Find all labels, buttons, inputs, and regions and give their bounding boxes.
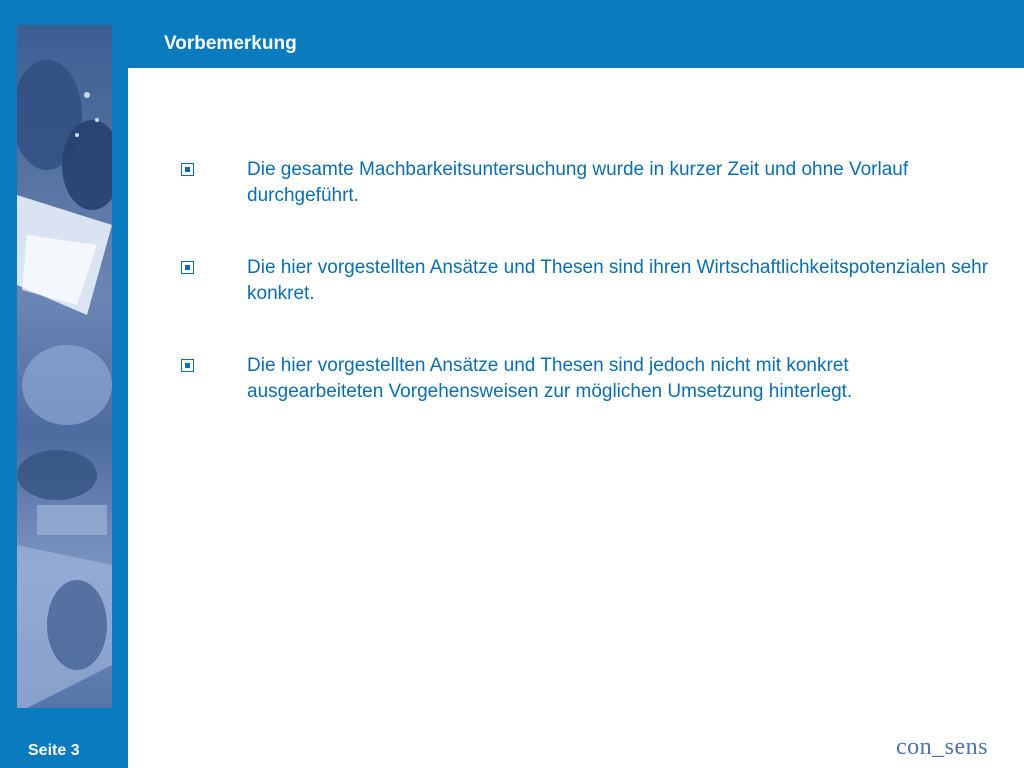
bullet-text: Die hier vorgestellten Ansätze und Thesen sind jedoch nicht mit konkret ausgearbeiteten Vorgehensweisen zur möglichen Umsetzung hinterlegt.	[247, 355, 853, 402]
decorative-sculpture-image	[17, 25, 112, 708]
boxed-square-bullet-icon	[181, 359, 194, 372]
company-logo: con_sens	[896, 734, 988, 760]
bullet-text: Die gesamte Machbarkeitsuntersuchung wurde in kurzer Zeit und ohne Vorlauf durchgeführt.	[247, 159, 909, 206]
side-bar	[0, 0, 128, 768]
boxed-square-bullet-icon	[181, 163, 194, 176]
list-item	[180, 157, 990, 209]
bullet-list	[180, 157, 990, 451]
list-item	[180, 353, 990, 405]
bullet-text: Die hier vorgestellten Ansätze und Thesen sind ihren Wirtschaftlichkeitspotenzialen sehr konkret.	[247, 257, 989, 304]
boxed-square-bullet-icon	[181, 261, 194, 274]
header-bar	[0, 0, 1024, 68]
page-title: Vorbemerkung	[164, 33, 297, 54]
page-number: Seite 3	[28, 742, 80, 759]
list-item	[180, 255, 990, 307]
